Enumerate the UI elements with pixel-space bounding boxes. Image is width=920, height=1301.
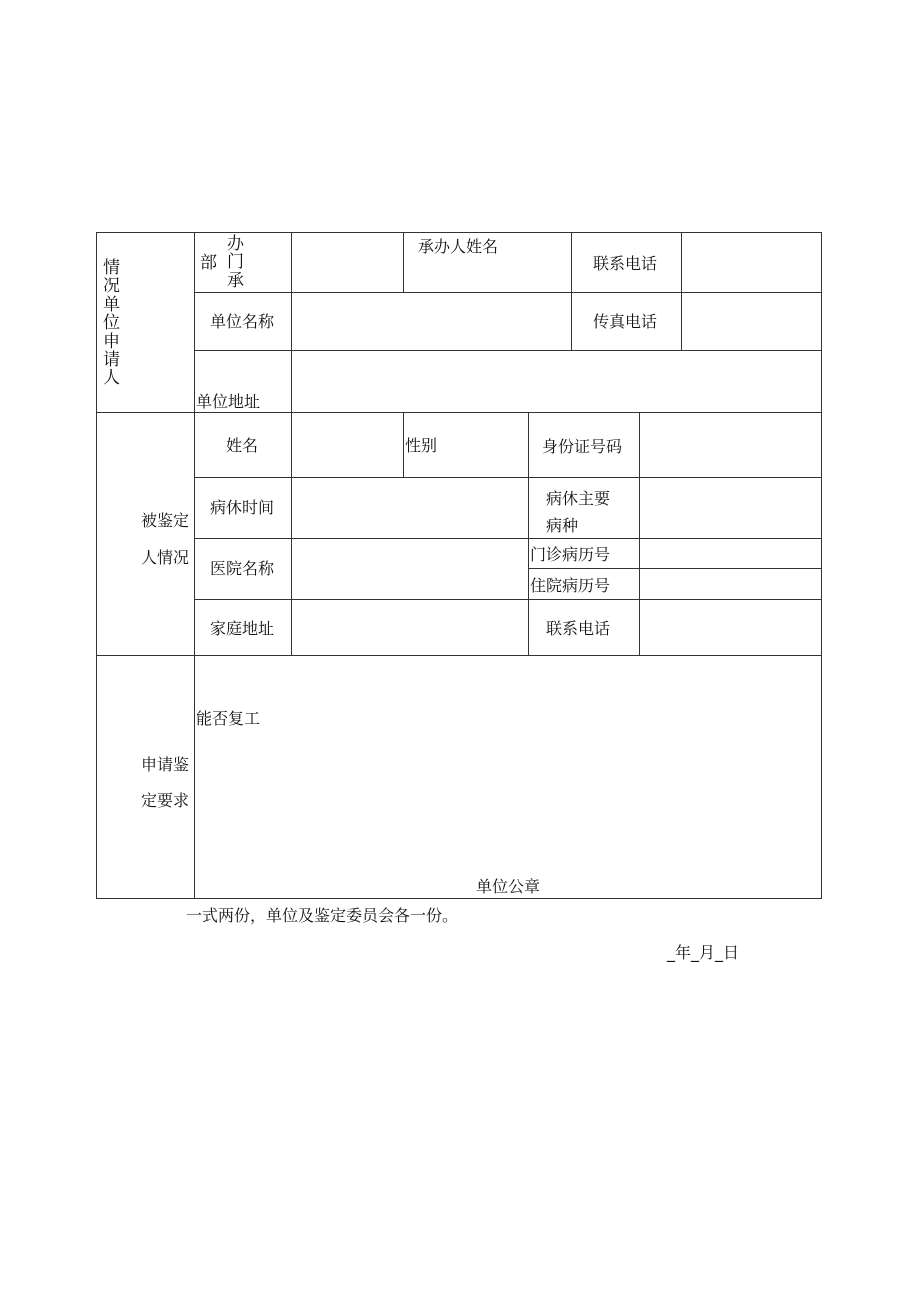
s2-row-line-1 (194, 477, 822, 478)
contact-phone-label-1: 联系电话 (593, 254, 658, 273)
handler-name-label: 承办人姓名 (418, 237, 499, 256)
s2-col-gender (403, 412, 404, 477)
date-line: _年_月_日 (667, 943, 740, 962)
unit-address-label: 单位地址 (196, 392, 261, 411)
table-border-bottom (96, 898, 822, 899)
table-border-left (96, 232, 97, 899)
unit-seal-label: 单位公章 (476, 877, 541, 896)
main-disease-label-line1: 病休主要 (546, 489, 611, 508)
s2-col-mid-value (639, 412, 640, 655)
table-border-top (96, 232, 822, 233)
s1-col-phone-value (681, 232, 682, 350)
s2-col-mid-label (528, 412, 529, 655)
section3-title-line2: 定要求 (141, 791, 190, 810)
main-disease-label-line2: 病种 (546, 516, 579, 535)
s1-row-line-2 (194, 350, 822, 351)
section-divider-1 (96, 412, 822, 413)
s2-row-line-3 (528, 568, 822, 569)
home-address-label: 家庭地址 (210, 619, 275, 638)
outpatient-no-label: 门诊病历号 (530, 545, 611, 564)
table-border-right (821, 232, 822, 899)
sick-leave-time-label: 病休时间 (210, 498, 275, 517)
contact-phone-label-2: 联系电话 (546, 619, 611, 638)
inner-label-divider (291, 232, 292, 655)
section-divider-2 (96, 655, 822, 656)
hospital-name-label: 医院名称 (210, 559, 275, 578)
dept-label-a: 部 (200, 253, 217, 273)
id-number-label: 身份证号码 (542, 437, 623, 456)
s1-row-line-1 (194, 292, 822, 293)
return-work-label: 能否复工 (196, 709, 261, 728)
section2-title-line1: 被鉴定 (141, 511, 190, 530)
unit-name-label: 单位名称 (210, 312, 275, 331)
fax-phone-label: 传真电话 (593, 312, 658, 331)
label-column-divider (194, 232, 195, 899)
inpatient-no-label: 住院病历号 (530, 576, 611, 595)
section3-title-line1: 申请鉴 (141, 755, 190, 774)
dept-label-b: 办门承 (227, 234, 244, 291)
name-label: 姓名 (226, 436, 259, 455)
s1-col-phone-label (571, 232, 572, 350)
s2-row-line-4 (194, 599, 822, 600)
appraisal-form-table (96, 232, 822, 899)
gender-label: 性别 (405, 436, 438, 455)
section2-title-line2: 人情况 (141, 548, 190, 567)
section1-title: 情况单位申请人 (103, 258, 120, 389)
copies-note: 一式两份，单位及鉴定委员会各一份。 (186, 906, 459, 925)
s2-row-line-2 (194, 538, 822, 539)
s1-col-handler (403, 232, 404, 292)
